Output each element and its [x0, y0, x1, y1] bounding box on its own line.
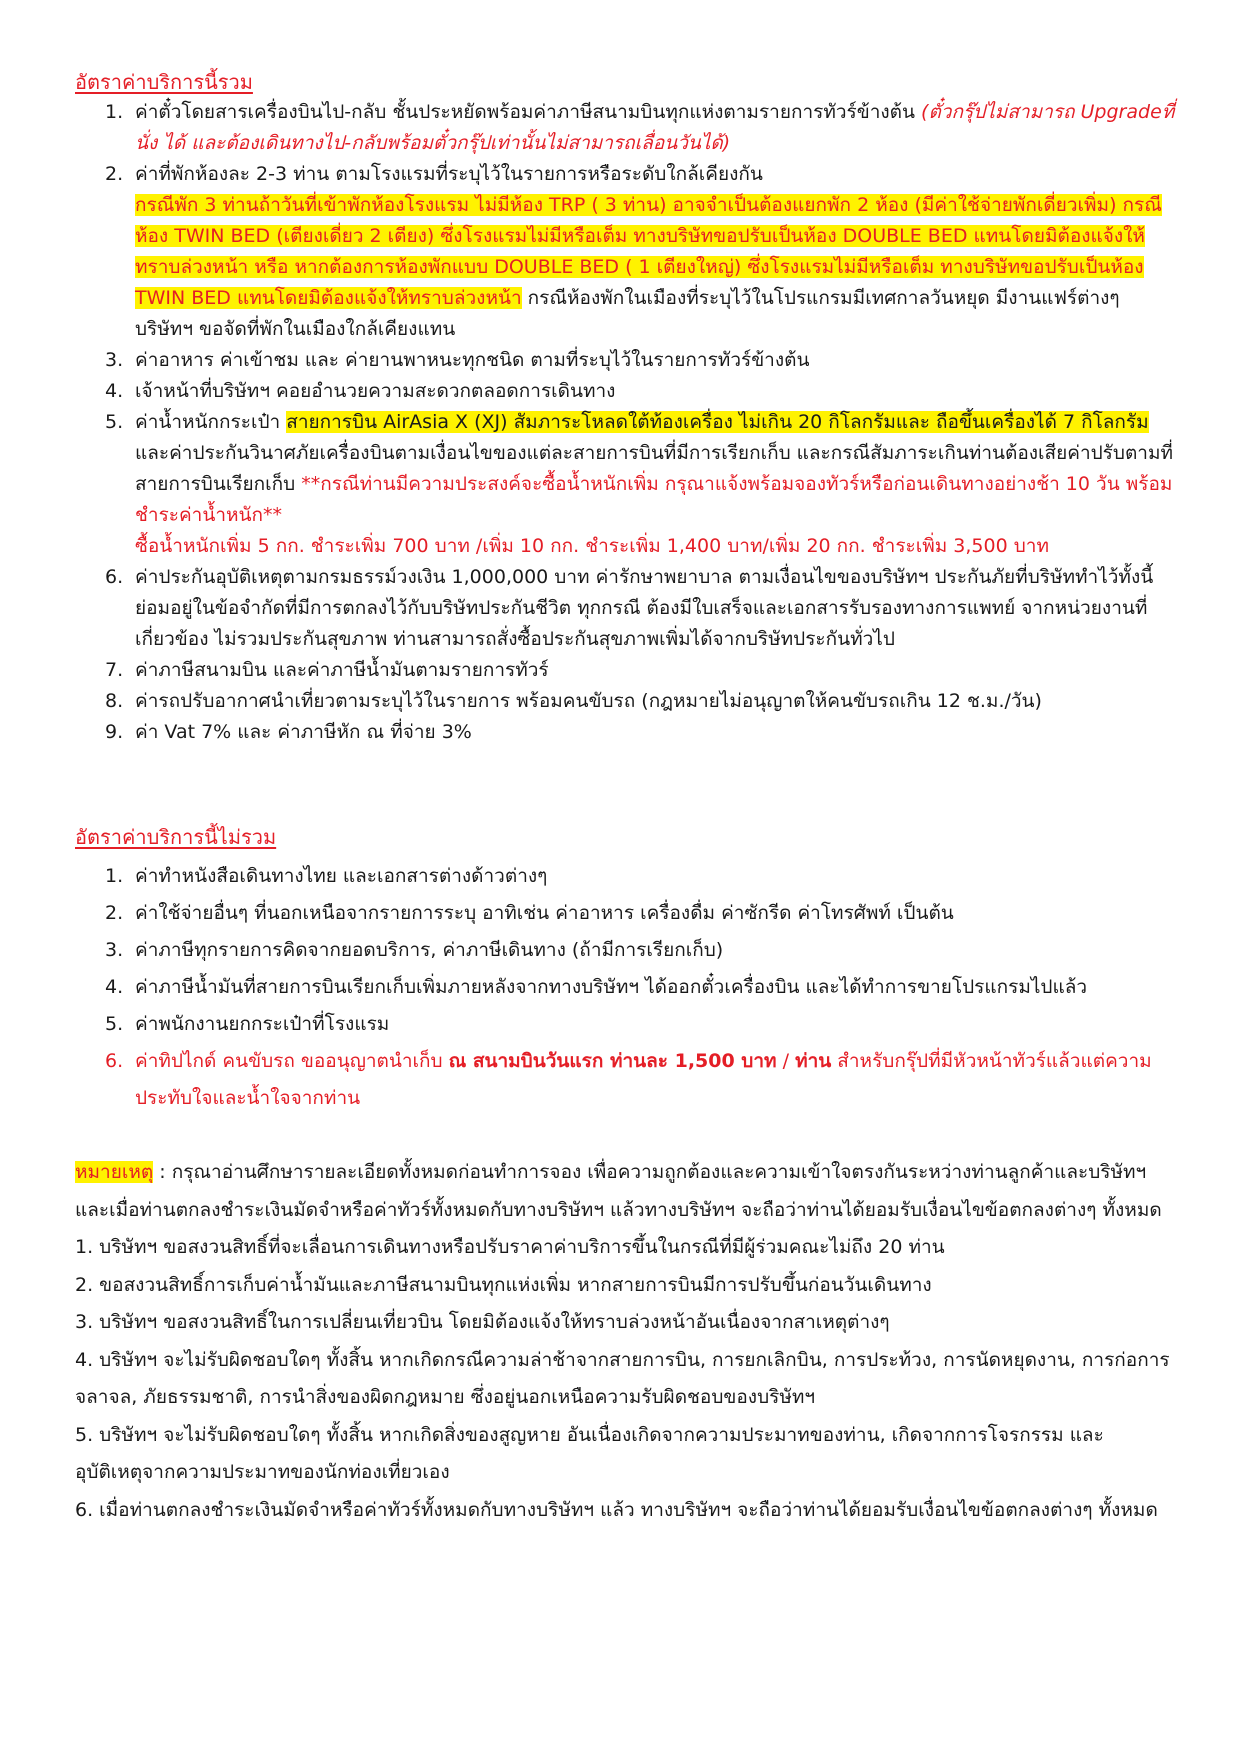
remarks-item: 6. เมื่อท่านตกลงชำระเงินมัดจำหรือค่าทัวร์ทั้งหมดกับทางบริษัทฯ แล้ว ทางบริษัทฯ จะถือว่าท่านได้ยอมรับเงื่อนไขข้อตกลงต่างๆ ทั้งหมด	[75, 1498, 1158, 1521]
list-item: 1. ค่าทำหนังสือเดินทางไทย และเอกสารต่างด้าวต่างๆ	[105, 865, 548, 887]
highlighted-text: สายการบิน AirAsia X (XJ) สัมภาระโหลดใต้ท้องเครื่อง ไม่เกิน 20 กิโลกรัมและ ถือขึ้นเครื่องได้ 7 กิโลกรัม	[286, 411, 1149, 433]
list-item: 2. ค่าใช้จ่ายอื่นๆ ที่นอกเหนือจากรายการระบุ อาทิเช่น ค่าอาหาร เครื่องดื่ม ค่าซักรีด ค่าโทรศัพท์ เป็นต้น	[105, 902, 954, 924]
list-item: 5. ค่าน้ำหนักกระเป๋า สายการบิน AirAsia X (XJ) สัมภาระโหลดใต้ท้องเครื่อง ไม่เกิน 20 กิโลกรัมและ ถือขึ้นเครื่องได้ 7 กิโลกรัม และค่าประกันวินาศภัยเครื่องบินตามเงื่อนไขของแต่ละสายการบินที่มีการเรียกเก็บ และกรณีสัมภาระเกินท่านต้องเสียค่าปรับตามที่สายการบินเรียกเก็บ **กรณีท่านมีความประสงค์จะซื้อน้ำหนักเพิ่ม กรุณาแจ้งพร้อมจองทัวร์หรือก่อนเดินทางอย่างช้า 10 วัน พร้อมชำระค่าน้ำหนัก** ซื้อน้ำหนักเพิ่ม 5 กก. ชำระเพิ่ม 700 บาท /เพิ่ม 10 กก. ชำระเพิ่ม 1,400 บาท/เพิ่ม 20 กก. ชำระเพิ่ม 3,500 บาท	[105, 411, 1174, 557]
remarks-item: 4. บริษัทฯ จะไม่รับผิดชอบใดๆ ทั้งสิ้น หากเกิดกรณีความล่าช้าจากสายการบิน, การยกเลิกบิน, การประท้วง, การนัดหยุดงาน, การก่อการจลาจล, ภัยธรรมชาติ, การนำสิ่งของผิดกฎหมาย ซึ่งอยู่นอกเหนือความรับผิดชอบของบริษัทฯ	[75, 1348, 1170, 1408]
remarks-intro: หมายเหตุ : กรุณาอ่านศึกษารายละเอียดทั้งหมดก่อนทำการจอง เพื่อความถูกต้องและความเข้าใจตรงกันระหว่างท่านลูกค้าและบริษัทฯ และเมื่อท่านตกลงชำระเงินมัดจำหรือค่าทัวร์ทั้งหมดกับทางบริษัทฯ แล้วทางบริษัทฯ จะถือว่าท่านได้ยอมรับเงื่อนไขข้อตกลงต่างๆ ทั้งหมด	[75, 1161, 1162, 1221]
remarks-label: หมายเหตุ	[75, 1161, 154, 1183]
list-item: 4. เจ้าหน้าที่บริษัทฯ คอยอำนวยความสะดวกตลอดการเดินทาง	[105, 380, 616, 402]
list-item: 1. ค่าตั๋วโดยสารเครื่องบินไป-กลับ ชั้นประหยัดพร้อมค่าภาษีสนามบินทุกแห่งตามรายการทัวร์ข้างต้น (ตั๋วกรุ๊ปไม่สามารถ Upgradeที่นั่ง ได้ และต้องเดินทางไป-กลับพร้อมตั๋วกรุ๊ปเท่านั้นไม่สามารถเลื่อนวันได้)	[105, 101, 1175, 154]
included-heading: อัตราค่าบริการนี้รวม	[75, 70, 253, 94]
included-section	[75, 67, 1175, 748]
list-item: 2. ค่าที่พักห้องละ 2-3 ท่าน ตามโรงแรมที่ระบุไว้ในรายการหรือระดับใกล้เคียงกัน กรณีพัก 3 ท่านถ้าวันที่เข้าพักห้องโรงแรม ไม่มีห้อง TRP ( 3 ท่าน) อาจจำเป็นต้องแยกพัก 2 ห้อง (มีค่าใช้จ่ายพักเดี่ยวเพิ่ม) กรณีห้อง TWIN BED (เตียงเดี่ยว 2 เตียง) ซึ่งโรงแรมไม่มีหรือเต็ม ทางบริษัทขอปรับเป็นห้อง DOUBLE BED แทนโดยมิต้องแจ้งให้ทราบล่วงหน้า หรือ หากต้องการห้องพักแบบ DOUBLE BED ( 1 เตียงใหญ่) ซึ่งโรงแรมไม่มีหรือเต็ม ทางบริษัทขอปรับเป็นห้อง TWIN BED แทนโดยมิต้องแจ้งให้ทราบล่วงหน้า กรณีห้องพักในเมืองที่ระบุไว้ในโปรแกรมมีเทศกาลวันหยุด มีงานแฟร์ต่างๆ บริษัทฯ ขอจัดที่พักในเมืองใกล้เคียงแทน	[105, 163, 1162, 340]
remarks-item: 3. บริษัทฯ ขอสงวนสิทธิ์ในการเปลี่ยนเที่ยวบิน โดยมิต้องแจ้งให้ทราบล่วงหน้าอันเนื่องจากสาเหตุต่างๆ	[75, 1311, 890, 1333]
list-item: 6. ค่าทิปไกด์ คนขับรถ ขออนุญาตนำเก็บ ณ สนามบินวันแรก ท่านละ 1,500 บาท / ท่าน สำหรับกรุ๊ปที่มีหัวหน้าทัวร์แล้วแต่ความประทับใจและน้ำใจจากท่าน	[105, 1050, 1152, 1109]
included-list	[75, 97, 1175, 748]
list-item: 3. ค่าภาษีทุกรายการคิดจากยอดบริการ, ค่าภาษีเดินทาง (ถ้ามีการเรียกเก็บ)	[105, 939, 724, 961]
excluded-list	[75, 858, 1175, 1117]
list-item: 8. ค่ารถปรับอากาศนำเที่ยวตามระบุไว้ในรายการ พร้อมคนขับรถ (กฎหมายไม่อนุญาตให้คนขับรถเกิน 12 ช.ม./วัน)	[105, 690, 1042, 712]
remarks-section	[75, 1154, 1175, 1529]
excluded-heading: อัตราค่าบริการนี้ไม่รวม	[75, 825, 277, 849]
excluded-section	[75, 822, 1175, 1117]
remarks-item: 2. ขอสงวนสิทธิ์การเก็บค่าน้ำมันและภาษีสนามบินทุกแห่งเพิ่ม หากสายการบินมีการปรับขึ้นก่อนวันเดินทาง	[75, 1273, 932, 1296]
list-item: 4. ค่าภาษีน้ำมันที่สายการบินเรียกเก็บเพิ่มภายหลังจากทางบริษัทฯ ได้ออกตั๋วเครื่องบิน และได้ทำการขายโปรแกรมไปแล้ว	[105, 976, 1088, 998]
remarks-item: 1. บริษัทฯ ขอสงวนสิทธิ์ที่จะเลื่อนการเดินทางหรือปรับราคาค่าบริการขึ้นในกรณีที่มีผู้ร่วมคณะไม่ถึง 20 ท่าน	[75, 1236, 945, 1258]
list-item: 5. ค่าพนักงานยกกระเป๋าที่โรงแรม	[105, 1013, 390, 1035]
list-item: 3. ค่าอาหาร ค่าเข้าชม และ ค่ายานพาหนะทุกชนิด ตามที่ระบุไว้ในรายการทัวร์ข้างต้น	[105, 349, 810, 371]
list-item: 6. ค่าประกันอุบัติเหตุตามกรมธรรม์วงเงิน 1,000,000 บาท ค่ารักษาพยาบาล ตามเงื่อนไขของบริษัทฯ ประกันภัยที่บริษัททำไว้ทั้งนี้ย่อมอยู่ในข้อจำกัดที่มีการตกลงไว้กับบริษัทประกันชีวิต ทุกกรณี ต้องมีใบเสร็จและเอกสารรับรองทางการแพทย์ จากหน่วยงานที่เกี่ยวข้อง ไม่รวมประกันสุขภาพ ท่านสามารถสั่งซื้อประกันสุขภาพเพิ่มได้จากบริษัทประกันทั่วไป	[105, 566, 1154, 650]
list-item: 7. ค่าภาษีสนามบิน และค่าภาษีน้ำมันตามรายการทัวร์	[105, 659, 549, 681]
list-item: 9. ค่า Vat 7% และ ค่าภาษีหัก ณ ที่จ่าย 3%	[105, 721, 472, 743]
remarks-item: 5. บริษัทฯ จะไม่รับผิดชอบใดๆ ทั้งสิ้น หากเกิดสิ่งของสูญหาย อันเนื่องเกิดจากความประมาทของท่าน, เกิดจากการโจรกรรม และ อุบัติเหตุจากความประมาทของนักท่องเที่ยวเอง	[75, 1423, 1104, 1483]
highlighted-text: กรณีพัก 3 ท่านถ้าวันที่เข้าพักห้องโรงแรม ไม่มีห้อง TRP ( 3 ท่าน) อาจจำเป็นต้องแยกพัก 2 ห้อง (มีค่าใช้จ่ายพักเดี่ยวเพิ่ม) กรณีห้อง TWIN BED (เตียงเดี่ยว 2 เตียง) ซึ่งโรงแรมไม่มีหรือเต็ม ทางบริษัทขอปรับเป็นห้อง DOUBLE BED แทนโดยมิต้องแจ้งให้ทราบล่วงหน้า หรือ หากต้องการห้องพักแบบ DOUBLE BED ( 1 เตียงใหญ่) ซึ่งโรงแรมไม่มีหรือเต็ม ทางบริษัทขอปรับเป็นห้อง TWIN BED แทนโดยมิต้องแจ้งให้ทราบล่วงหน้า	[135, 194, 1162, 309]
